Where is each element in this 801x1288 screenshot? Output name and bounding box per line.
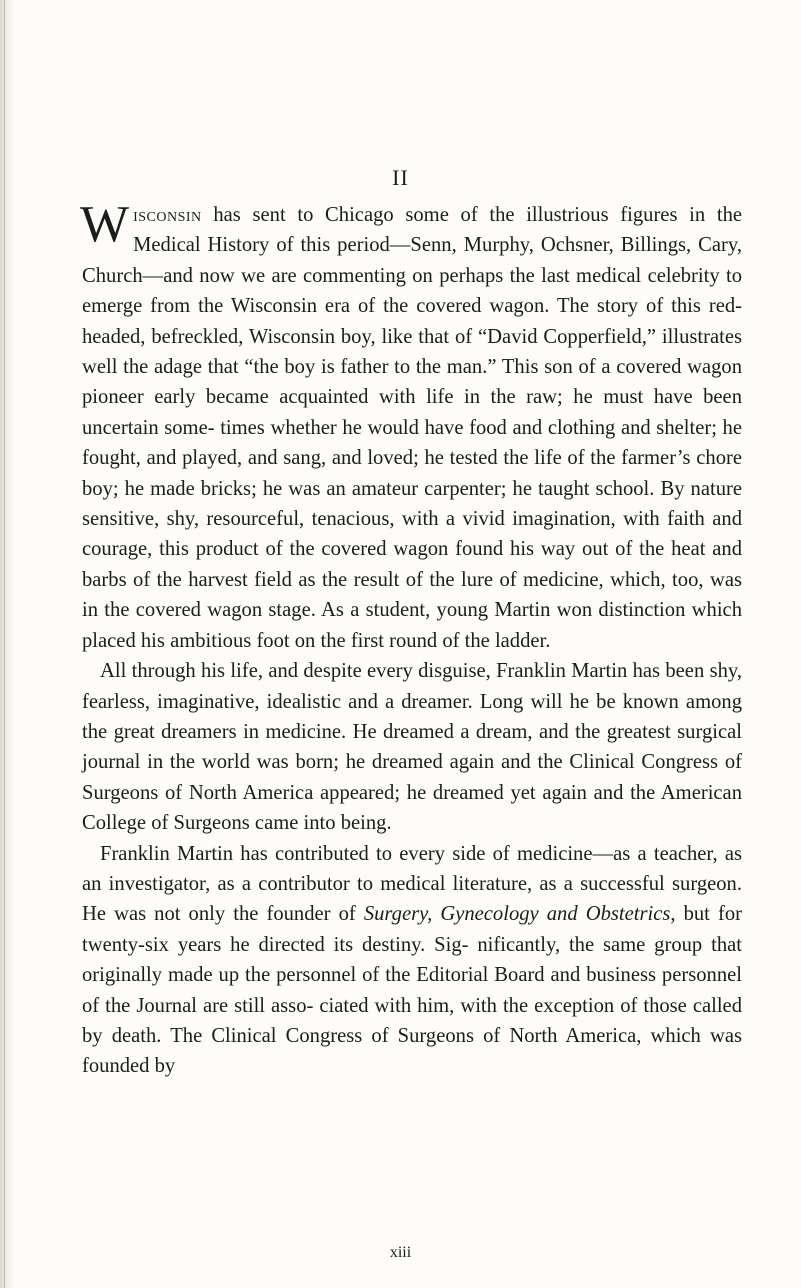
drop-cap: W bbox=[80, 196, 130, 253]
page-number: xiii bbox=[389, 1244, 412, 1261]
lead-in-smallcaps: isconsin bbox=[133, 204, 202, 226]
paragraph-3-after: , but for twenty-six years he directed its destiny. Sig- nificantly, the same group that originally made up the personnel of the Editorial Board and business personnel of the Journal are still asso- ciated with him, with the exception of those called by death. The Clinical Congress of Surgeons of North America, which was founded by bbox=[82, 903, 742, 1078]
paragraph-3-before: Franklin Martin has contributed to every side of medicine—as a teacher, as an investigator, as a contributor to medical literature, as a successful surgeon. He was not only the founder of bbox=[82, 842, 742, 926]
journal-title-italic: Surgery, Gynecology and Obstetrics bbox=[363, 903, 671, 926]
paragraph-3 bbox=[82, 839, 742, 1082]
paragraph-1 bbox=[80, 196, 742, 656]
chapter-heading: II bbox=[392, 165, 409, 190]
page-binding-edge bbox=[4, 0, 5, 1288]
body-text bbox=[80, 196, 742, 1082]
paragraph-1-body: has sent to Chicago some of the illustrious figures in the Medical History of this period—Senn, Murphy, Ochsner, Billings, Cary, Church—and now we are commenting on perhaps the last medical celebrity to emerge from the Wisconsin era of the covered wagon. The story of this red-headed, befreckled, Wisconsin boy, like that of “David Copperfield,” illustrates well the adage that “the boy is father to the man.” This son of a covered wagon pioneer early became acquainted with life in the raw; he must have been uncertain some- times whether he would have food and clothing and shelter; he fought, and played, and sang, and loved; he tested the life of the farmer’s chore boy; he made bricks; he was an amateur carpenter; he taught school. By nature sensitive, shy, resourceful, tenacious, with a vivid imagination, with faith and courage, this product of the covered wagon found his way out of the heat and barbs of the harvest field as the result of the lure of medicine, which, too, was in the covered wagon stage. As a student, young Martin won distinction which placed his ambitious foot on the first round of the ladder. bbox=[82, 204, 742, 652]
page-binding-shadow bbox=[0, 0, 14, 1288]
paragraph-2: All through his life, and despite every disguise, Franklin Martin has been shy, fearless, imaginative, idealistic and a dreamer. Long will he be known among the great dreamers in medicine. He dreamed a dream, and the greatest surgical journal in the world was born; he dreamed again and the Clinical Congress of Surgeons of North America appeared; he dreamed yet again and the American College of Surgeons came into being. bbox=[82, 660, 742, 835]
